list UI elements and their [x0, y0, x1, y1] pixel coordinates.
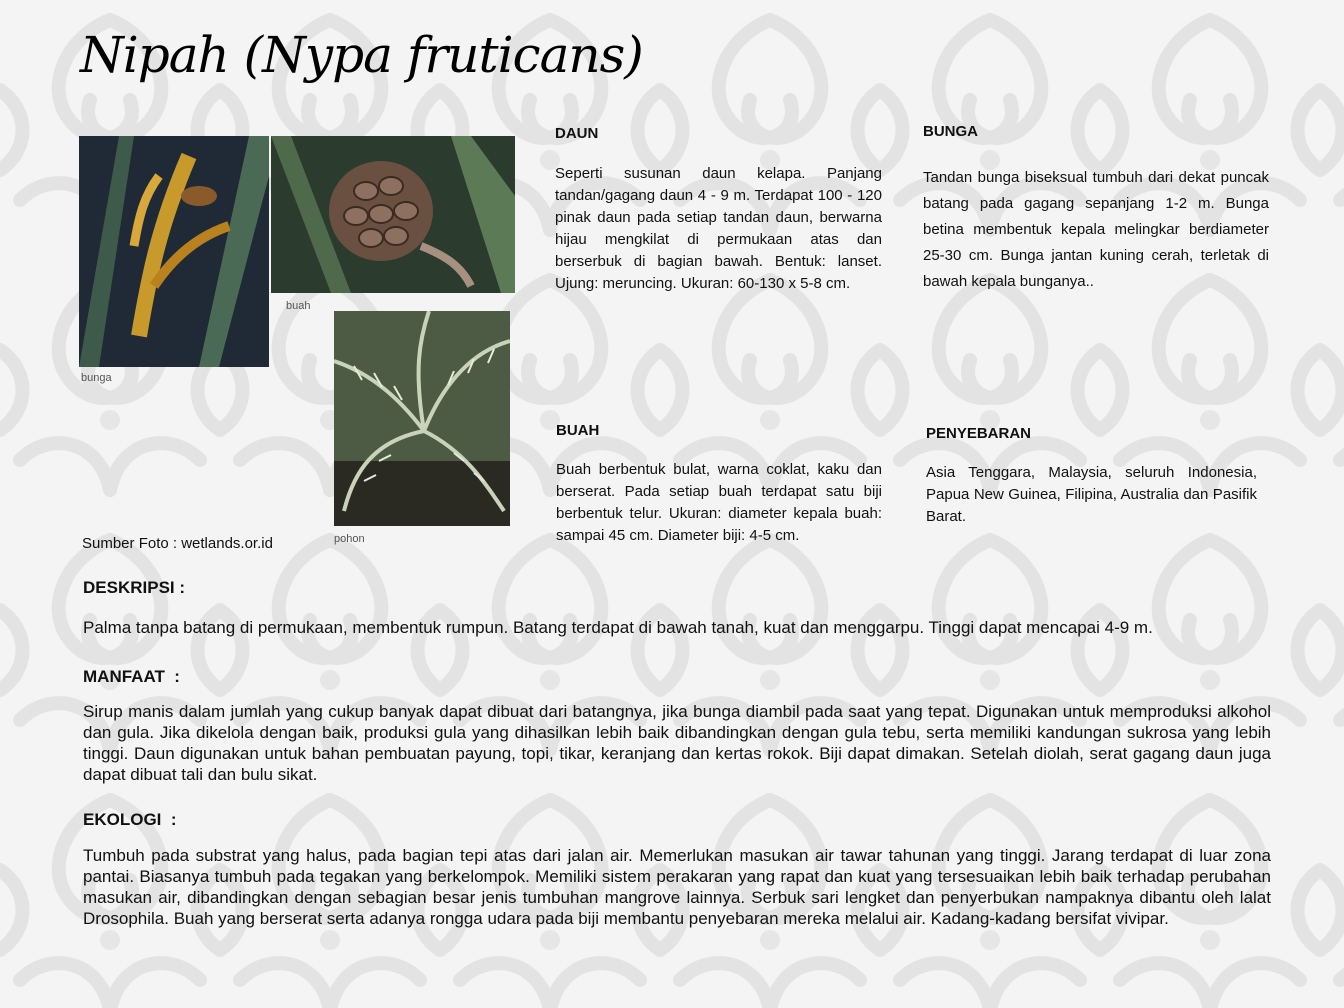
- ekologi-text: Tumbuh pada substrat yang halus, pada bagian tepi atas dari jalan air. Memerlukan masukan air tawar tahunan yang tinggi. Jarang terdapat di luar zona pantai. Biasanya tumbuh pada tegakan yang berkelompok. Memiliki sistem perakaran yang rapat dan kuat yang tersesuaikan lebih baik terhadap perubahan masukan air, dibandingkan dengan sebagian besar jenis tumbuhan mangrove lainnya. Serbuk sari lengket dan penyerbukan nampaknya dibantu oleh lalat Drosophila. Buah yang berserat serta adanya rongga udara pada biji membantu penyebaran mereka melalui air. Kadang-kadang bersifat vivipar.: [83, 846, 1271, 928]
- buah-photo: [271, 136, 515, 293]
- bunga-caption: bunga: [81, 372, 112, 384]
- manfaat-heading: MANFAAT :: [83, 667, 180, 686]
- ekologi-heading: EKOLOGI :: [83, 810, 177, 829]
- bunga-heading: BUNGA: [923, 123, 978, 140]
- pohon-caption: pohon: [334, 533, 365, 545]
- daun-heading: DAUN: [555, 125, 599, 142]
- photo-source: Sumber Foto : wetlands.or.id: [82, 535, 273, 552]
- page-title: Nipah (Nypa fruticans): [80, 26, 643, 84]
- buah-text: Buah berbentuk bulat, warna coklat, kaku dan berserat. Pada setiap buah terdapat satu biji berbentuk telur. Ukuran: diameter kepala buah: sampai 45 cm. Diameter biji: 4-5 cm.: [556, 461, 882, 544]
- bunga-photo: [79, 136, 269, 367]
- bunga-text: Tandan bunga biseksual tumbuh dari dekat puncak batang pada gagang sepanjang 1-2 m. Bunga betina membentuk kepala melingkar berdiameter 25-30 cm. Bunga jantan kuning cerah, terletak di bawah kepala bunganya..: [923, 169, 1269, 290]
- penyebaran-heading: PENYEBARAN: [926, 425, 1032, 442]
- daun-text: Seperti susunan daun kelapa. Panjang tandan/gagang daun 4 - 9 m. Terdapat 100 - 120 pinak daun pada setiap tandan daun, berwarna hijau mengkilat di permukaan atas dan berserbuk di bagian bawah. Bentuk: lanset. Ujung: meruncing. Ukuran: 60-130 x 5-8 cm.: [555, 165, 882, 292]
- pohon-photo: [334, 311, 510, 526]
- buah-heading: BUAH: [556, 422, 600, 439]
- deskripsi-heading: DESKRIPSI :: [83, 578, 186, 597]
- penyebaran-text: Asia Tenggara, Malaysia, seluruh Indonesia, Papua New Guinea, Filipina, Australia dan Pasifik Barat.: [926, 464, 1257, 525]
- deskripsi-text: Palma tanpa batang di permukaan, membentuk rumpun. Batang terdapat di bawah tanah, kuat dan menggarpu. Tinggi dapat mencapai 4-9 m.: [83, 618, 1153, 637]
- manfaat-text: Sirup manis dalam jumlah yang cukup banyak dapat dibuat dari batangnya, jika bunga diambil pada saat yang tepat. Digunakan untuk memproduksi alkohol dan gula. Jika dikelola dengan baik, produksi gula yang dihasilkan lebih baik dibandingkan dengan gula tebu, serta memiliki kandungan sukrosa yang lebih tinggi. Daun digunakan untuk bahan pembuatan payung, topi, tikar, keranjang dan kertas rokok. Biji dapat dimakan. Setelah diolah, serat gagang daun juga dapat dibuat tali dan bulu sikat.: [83, 702, 1271, 784]
- buah-caption: buah: [286, 300, 311, 312]
- photo-collage: [79, 136, 519, 551]
